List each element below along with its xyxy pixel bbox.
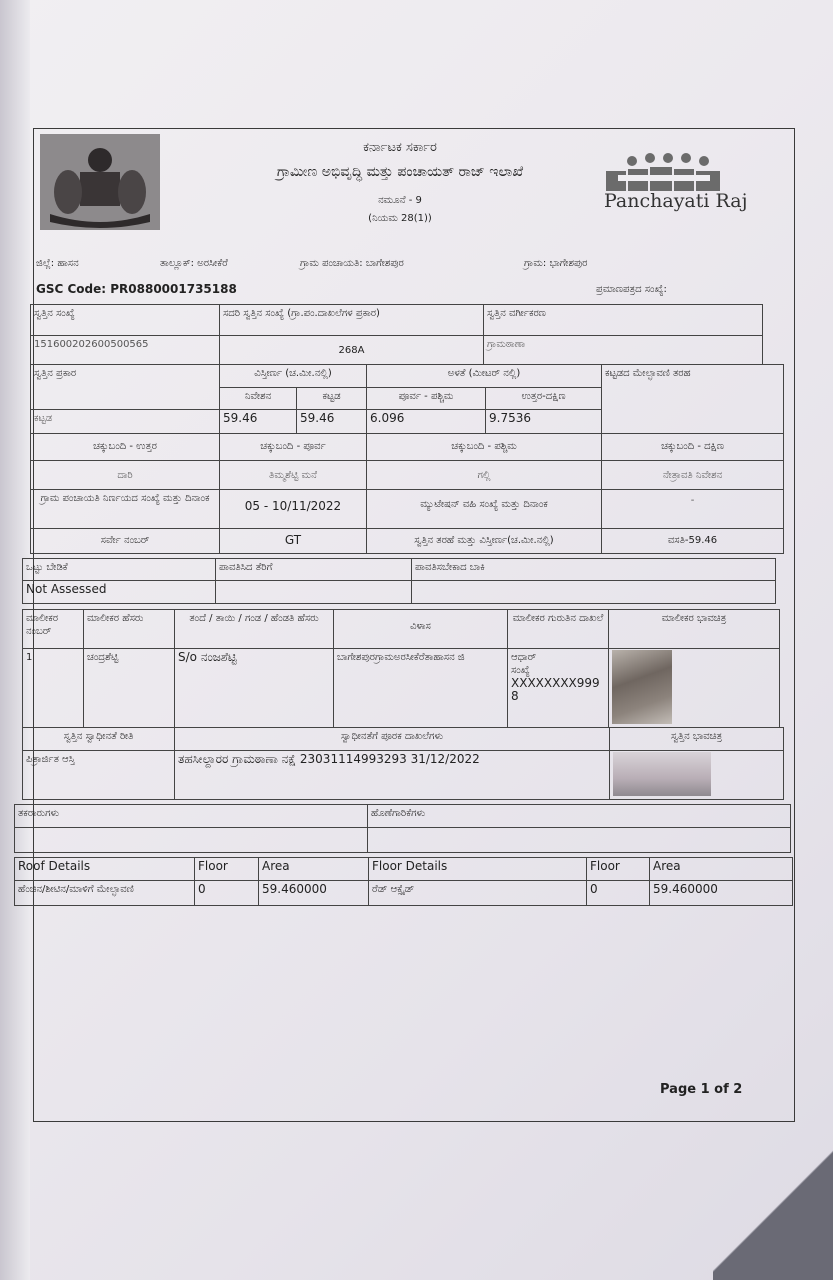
owner-number-header: ಮಾಲೀಕರ ನಂಬರ್ xyxy=(22,609,84,649)
floor-value: 0 xyxy=(586,880,650,906)
boundary-east-header: ಚಕ್ಕುಬಂದಿ - ಪೂರ್ವ xyxy=(219,433,367,461)
floor-area-header: Area xyxy=(649,857,793,881)
page-number: Page 1 of 2 xyxy=(660,1082,743,1097)
owner-name-header: ಮಾಲೀಕರ ಹೆಸರು xyxy=(83,609,175,649)
property-photo xyxy=(613,752,711,796)
boundary-south-value: ನೇತ್ರಾವತಿ ನಿವೇಶನ xyxy=(601,460,784,490)
property-number-header: ಸ್ವತ್ತಿನ ಸಂಖ್ಯೆ xyxy=(30,304,220,336)
id-number: XXXXXXXX999 xyxy=(511,676,600,690)
floor-type-value: ರೆಡ್ ಆಕ್ಸೈಡ್ xyxy=(368,880,587,906)
mutation-header: ಮ್ಯುಟೇಷನ್ ವಹಿ ಸಂಖ್ಯೆ ಮತ್ತು ದಿನಾಂಕ xyxy=(366,489,602,529)
area-header: ವಿಸ್ತೀರ್ಣ (ಚ.ಮೀ.ನಲ್ಲಿ) xyxy=(219,364,367,388)
id-number-suffix: 8 xyxy=(511,689,519,703)
north-south-header: ಉತ್ತರ-ದಕ್ಷಿಣ xyxy=(485,387,602,410)
classification-header: ಸ್ವತ್ತಿನ ವರ್ಗೀಕರಣ xyxy=(483,304,763,336)
address-value: ಬಾಗೇಶಪುರಗ್ರಾಮಅರಸೀಕೆರೆತಾಹಾಸನ ಜಿ xyxy=(333,648,508,728)
paid-tax-value xyxy=(215,580,412,604)
property-number-value: 151600202600500565 xyxy=(30,335,220,365)
gov-title: ಕರ್ನಾಟಕ ಸರ್ಕಾರ xyxy=(363,140,437,155)
north-south-value: 9.7536 xyxy=(485,409,602,434)
floor-area-value: 59.460000 xyxy=(649,880,793,906)
floor-header: Floor xyxy=(586,857,650,881)
owner-photo-header: ಮಾಲೀಕರ ಭಾವಚಿತ್ರ xyxy=(608,609,780,649)
site-area-header: ನಿವೇಶನ xyxy=(219,387,297,410)
village: ಗ್ರಾಮ: ಭಾಗೇಶಪುರ xyxy=(524,258,588,269)
floor-details-header: Floor Details xyxy=(368,857,587,881)
disputes-value xyxy=(14,827,368,853)
acquisition-header: ಸ್ವತ್ತಿನ ಸ್ವಾಧೀನತೆ ರೀತಿ xyxy=(22,727,175,751)
building-area-header: ಕಟ್ಟಡ xyxy=(296,387,367,410)
department-title: ಗ್ರಾಮೀಣ ಅಭಿವೃದ್ಧಿ ಮತ್ತು ಪಂಚಾಯತ್ ರಾಜ್ ಇಲಾಖೆ xyxy=(276,164,524,180)
gram-panchayat: ಗ್ರಾಮ ಪಂಚಾಯತಿ: ಬಾಗೇಶಪುರ xyxy=(300,258,404,269)
boundary-north-value: ದಾರಿ xyxy=(30,460,220,490)
id-document-header: ಮಾಲೀಕರ ಗುರುತಿನ ದಾಖಲೆ xyxy=(507,609,609,649)
dimension-header: ಅಳತೆ (ಮೀಟರ್ ನಲ್ಲಿ) xyxy=(366,364,602,388)
roof-details-header: Roof Details xyxy=(14,857,195,881)
roof-area-header: Area xyxy=(258,857,369,881)
mutation-value: - xyxy=(601,489,784,529)
id-label: ಸಂಖ್ಯೆ xyxy=(511,665,530,676)
total-demand-header: ಒಟ್ಟು ಬೇಡಿಕೆ xyxy=(22,558,216,581)
liabilities-value xyxy=(367,827,791,853)
survey-value: GT xyxy=(219,528,367,554)
property-photo-header: ಸ್ವತ್ತಿನ ಭಾವಚಿತ್ರ xyxy=(609,727,784,751)
id-type: ಆಧಾರ್ xyxy=(511,652,537,663)
boundary-east-value: ತಿಮ್ಮಶೆಟ್ಟಿ ಮನೆ xyxy=(219,460,367,490)
east-west-value: 6.096 xyxy=(366,409,486,434)
address-header: ವಿಳಾಸ xyxy=(333,609,508,649)
building-type-header: ಕಟ್ಟಡದ ಮೇಲ್ಛಾವಣಿ ತರಹ xyxy=(601,364,784,434)
documents-header: ಸ್ವಾಧೀನತೆಗೆ ಪೂರಕ ದಾಖಲೆಗಳು xyxy=(174,727,610,751)
resolution-value: 05 - 10/11/2022 xyxy=(219,489,367,529)
boundary-north-header: ಚಕ್ಕುಬಂದಿ - ಉತ್ತರ xyxy=(30,433,220,461)
form-number: ನಮೂನೆ - 9 xyxy=(378,195,422,206)
rule-number: (ನಿಯಮ 28(1)) xyxy=(368,213,432,224)
background-corner xyxy=(713,1140,833,1280)
disputes-header: ತಕರಾರುಗಳು xyxy=(14,804,368,828)
owner-photo xyxy=(612,650,672,724)
certificate-number: ಪ್ರಮಾಣಪತ್ರದ ಸಂಖ್ಯೆ: xyxy=(596,284,667,295)
boundary-west-header: ಚಕ್ಕುಬಂದಿ - ಪಶ್ಚಿಮ xyxy=(366,433,602,461)
roof-floor-header: Floor xyxy=(194,857,259,881)
balance-value xyxy=(411,580,776,604)
total-demand-value: Not Assessed xyxy=(22,580,216,604)
taluk: ತಾಲ್ಲೂಕ್: ಅರಸೀಕೆರೆ xyxy=(160,258,228,269)
property-type-header: ಸ್ವತ್ತಿನ ಪ್ರಕಾರ xyxy=(30,364,220,410)
balance-header: ಪಾವತಿಸಬೇಕಾದ ಬಾಕಿ xyxy=(411,558,776,581)
owner-name-value: ಚಂದ್ರಶೆಟ್ಟಿ xyxy=(83,648,175,728)
roof-area-value: 59.460000 xyxy=(258,880,369,906)
id-document-value xyxy=(507,648,609,728)
roof-floor-value: 0 xyxy=(194,880,259,906)
district: ಜಿಲ್ಲೆ: ಹಾಸನ xyxy=(36,258,79,269)
site-area-value: 59.46 xyxy=(219,409,297,434)
boundary-south-header: ಚಕ್ಕುಬಂದಿ - ದಕ್ಷಿಣ xyxy=(601,433,784,461)
property-kind-header: ಸ್ವತ್ತಿನ ತರಹೆ ಮತ್ತು ವಿಸ್ತೀರ್ಣ(ಚ.ಮೀ.ನಲ್ಲಿ) xyxy=(366,528,602,554)
east-west-header: ಪೂರ್ವ - ಪಶ್ಚಿಮ xyxy=(366,387,486,410)
panchayati-raj-brand: Panchayati Raj xyxy=(604,190,748,212)
boundary-west-value: ಗಲ್ಲಿ xyxy=(366,460,602,490)
gsc-code: GSC Code: PR0880001735188 xyxy=(36,282,237,296)
old-number-value: 268A xyxy=(219,335,484,365)
property-kind-value: ವಸತಿ-59.46 xyxy=(601,528,784,554)
owner-number-value: 1 xyxy=(22,648,84,728)
paid-tax-header: ಪಾವತಿಸಿದ ತೆರಿಗೆ xyxy=(215,558,412,581)
roof-type-value: ಹೆಂಚಿನ/ಶೀಟಿನ/ಮಾಳಿಗೆ ಮೇಲ್ಛಾವಣಿ xyxy=(14,880,195,906)
documents-value: ತಹಸೀಲ್ದಾರರ ಗ್ರಾಮಠಾಣಾ ನಕ್ಷೆ 23031114993293 31/12/2022 xyxy=(174,750,610,800)
relative-name-header: ತಂದೆ / ತಾಯಿ / ಗಂಡ / ಹೆಂಡತಿ ಹೆಸರು xyxy=(174,609,334,649)
resolution-header: ಗ್ರಾಮ ಪಂಚಾಯತಿ ನಿರ್ಣಯದ ಸಂಖ್ಯೆ ಮತ್ತು ದಿನಾಂಕ xyxy=(30,489,220,529)
survey-header: ಸರ್ವೇ ನಂಬರ್ xyxy=(30,528,220,554)
classification-value: ಗ್ರಾಮಠಾಣಾ xyxy=(483,335,763,365)
old-number-header: ಸದರಿ ಸ್ವತ್ತಿನ ಸಂಖ್ಯೆ (ಗ್ರಾ.ಪಂ.ದಾಖಲೆಗಳ ಪ್ರಕಾರ) xyxy=(219,304,484,336)
relative-name-value: S/o ನಂಜಶೆಟ್ಟಿ xyxy=(174,648,334,728)
building-area-value: 59.46 xyxy=(296,409,367,434)
karnataka-emblem-icon xyxy=(40,134,160,230)
liabilities-header: ಹೊಣೆಗಾರಿಕೆಗಳು xyxy=(367,804,791,828)
acquisition-value: ಪಿತ್ರಾರ್ಜಿತ ಆಸ್ತಿ xyxy=(22,750,175,800)
property-type-value: ಕಟ್ಟಡ xyxy=(30,409,220,434)
